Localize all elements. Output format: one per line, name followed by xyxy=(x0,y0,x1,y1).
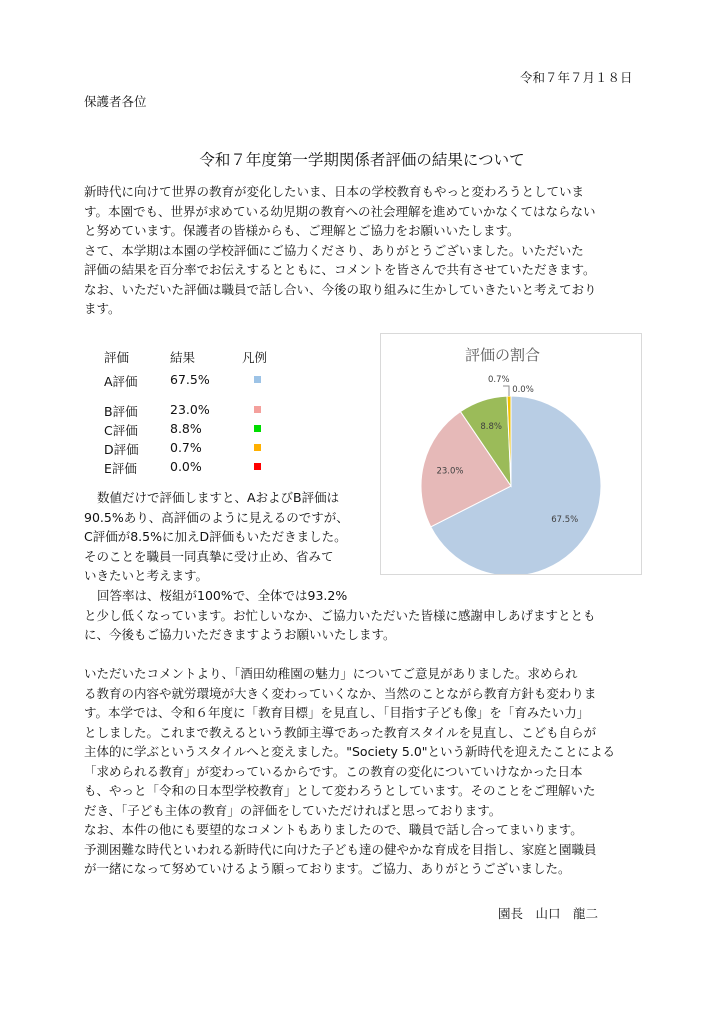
table-row xyxy=(84,440,284,458)
intro-line: なお、いただいた評価は職員で話し合い、今後の取り組みに生かしていきたいと考えており xyxy=(84,281,597,297)
legend-swatch xyxy=(254,463,261,470)
commentary-line: 回答率は、桜組が100%で、全体では93.2% xyxy=(97,588,348,603)
signature: 園長 山口 龍二 xyxy=(498,906,599,921)
grade-label: E評価 xyxy=(104,461,137,476)
comment-line: なお、本件の他にも要望的なコメントもありましたので、職員で話し合ってまいります。 xyxy=(84,822,583,837)
grade-result: 8.8% xyxy=(170,421,202,436)
legend-swatch xyxy=(254,376,261,383)
intro-line: と努めています。保護者の皆様からも、ご理解とご協力をお願いいたします。 xyxy=(84,223,520,238)
intro-line: 評価の結果を百分率でお伝えするとともに、コメントを皆さんで共有させていただきます。 xyxy=(84,262,596,277)
commentary-line: 数値だけで評価しますと、AおよびB評価は xyxy=(97,490,340,505)
grade-result: 0.7% xyxy=(170,440,202,455)
intro-line: す。本園でも、世界が求めている幼児期の教育への社会理解を進めていかなくてはならない xyxy=(84,203,596,219)
grade-result: 0.0% xyxy=(170,459,202,474)
table-row xyxy=(84,402,284,420)
pie-chart-frame xyxy=(380,333,642,575)
commentary-line: 90.5%あり、高評価のように見えるのですが、 xyxy=(84,509,349,525)
leader-line xyxy=(503,386,509,396)
intro-line: 新時代に向けて世界の教育が変化したいま、日本の学校教育もやっと変わろうとしていま xyxy=(84,184,585,199)
addressee: 保護者各位 xyxy=(84,94,147,109)
comment-paragraph xyxy=(84,664,664,879)
commentary-paragraph xyxy=(84,488,374,586)
comment-line: す。本学では、令和６年度に「教育目標」を見直し、「目指す子ども像」を「育みたい力」 xyxy=(84,705,590,720)
commentary-line: に、今後もご協力いただきますようお願いいたします。 xyxy=(84,627,396,642)
legend-swatch xyxy=(254,406,261,413)
document-date: 令和７年７月１８日 xyxy=(520,70,633,85)
comment-line: る教育の内容や就労環境が大きく変わっていくなか、当然のことながら教育方針も変わりま xyxy=(84,685,597,701)
grade-result: 23.0% xyxy=(170,402,210,417)
commentary-line: いきたいと考えます。 xyxy=(84,568,209,583)
data-label: 67.5% xyxy=(551,514,579,525)
commentary-line: C評価が8.5%に加えD評価もいただきました。 xyxy=(84,529,347,544)
grade-label: C評価 xyxy=(104,423,138,438)
grade-label: B評価 xyxy=(104,404,138,419)
comment-line: も、やっと「令和の日本型学校教育」として変わろうとしています。そのことをご理解いた xyxy=(84,783,596,798)
legend-swatch xyxy=(254,444,261,451)
comment-line: 「求められる教育」が変わっているからです。この教育の変化についていけなかった日本 xyxy=(84,763,583,779)
header-result: 結果 xyxy=(170,350,196,365)
commentary-line: そのことを職員一同真摯に受け止め、省みて xyxy=(84,548,334,564)
table-row xyxy=(84,421,284,439)
comment-line: としました。これまで教えるという教師主導であった教育スタイルを見直し、こども自らが xyxy=(84,724,597,740)
table-row xyxy=(84,372,284,390)
comment-line: 主体的に学ぶというスタイルへと変えました。"Society 5.0"という新時代を迎えたことによる xyxy=(84,744,616,759)
header-grade: 評価 xyxy=(104,350,130,365)
commentary-line: と少し低くなっています。お忙しいなか、ご協力いただいた皆様に感謝申しあげますととも xyxy=(84,607,596,623)
comment-line: だき、「子ども主体の教育」の評価をしていただければと思っております。 xyxy=(84,802,502,818)
header-legend: 凡例 xyxy=(242,350,268,365)
response-rate-paragraph xyxy=(84,586,664,645)
document-title: 令和７年度第一学期関係者評価の結果について xyxy=(199,151,525,169)
data-label: 0.7% xyxy=(487,375,510,385)
grade-label: D評価 xyxy=(104,442,139,457)
pie-chart xyxy=(381,334,641,574)
data-label: 0.0% xyxy=(512,385,534,395)
intro-line: さて、本学期は本園の学校評価にご協力くださり、ありがとうございました。いただいた xyxy=(84,242,584,258)
grade-label: A評価 xyxy=(104,374,138,389)
data-label: 8.8% xyxy=(480,422,502,433)
comment-line: が一緒になって努めていけるよう願っております。ご協力、ありがとうございました。 xyxy=(84,861,571,876)
table-row xyxy=(84,459,284,477)
grade-result: 67.5% xyxy=(170,372,210,387)
chart-title: 評価の割合 xyxy=(465,346,541,364)
intro-paragraph xyxy=(84,182,664,319)
table-header-row xyxy=(84,348,284,366)
comment-line: いただいたコメントより、「酒田幼稚園の魅力」についてご意見がありました。求められ xyxy=(84,666,578,681)
legend-swatch xyxy=(254,425,261,432)
comment-line: 予測困難な時代といわれる新時代に向けた子ども達の健やかな育成を目指し、家庭と園職員 xyxy=(84,841,597,857)
data-label: 23.0% xyxy=(436,466,464,477)
intro-line: ます。 xyxy=(84,301,121,316)
